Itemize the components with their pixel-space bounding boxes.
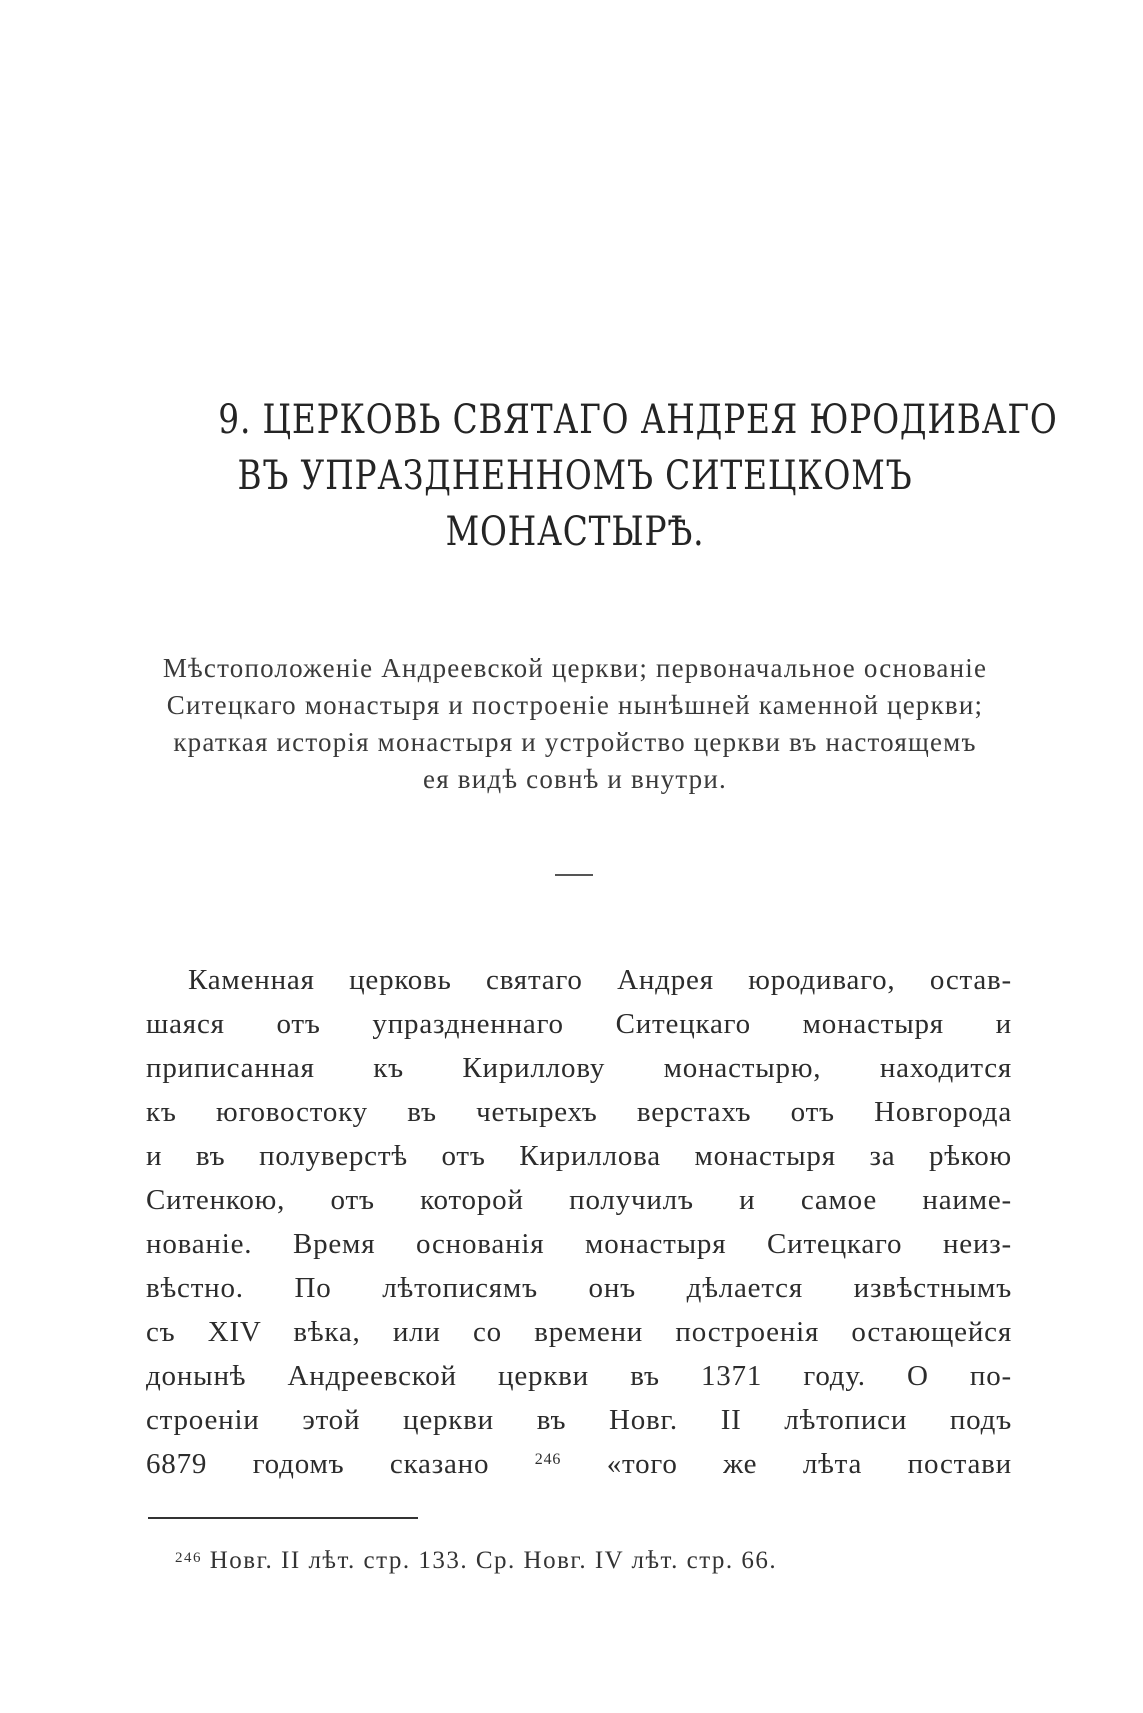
body-line: Ситенкою, отъ которой получилъ и самое наиме- [146,1184,1012,1216]
summary-line: ея видѣ совнѣ и внутри. [423,764,727,794]
chapter-heading [218,392,1058,560]
body-line: приписанная къ Кириллову монастырю, находится [146,1052,1012,1084]
heading-line: 9. ЦЕРКОВЬ СВЯТАГО АНДРЕЯ ЮРОДИВАГО [218,397,1058,443]
body-line: съ XIV вѣка, или со времени построенія остающейся [146,1316,1012,1348]
footnote-rule [148,1517,418,1519]
footnote-number: 246 [175,1550,202,1566]
footnote-reference[interactable]: 246 [534,1451,562,1468]
body-line: строеніи этой церкви въ Новг. II лѣтописи подъ [146,1404,1012,1436]
summary-line: краткая исторія монастыря и устройство церкви въ настоящемъ [173,727,977,757]
body-line: донынѣ Андреевской церкви въ 1371 году. О по- [146,1360,1012,1392]
body-line: вѣстно. По лѣтописямъ онъ дѣлается извѣстнымъ [146,1272,1012,1304]
body-line: нованіе. Время основанія монастыря Ситецкаго неиз- [146,1228,1012,1260]
chapter-summary [140,650,1010,798]
footnote [175,1544,777,1578]
body-paragraph [146,958,1012,1486]
body-line-last [146,1442,1012,1486]
heading-line: ВЪ УПРАЗДНЕННОМЪ СИТЕЦКОМЪ [237,453,913,499]
body-line: Каменная церковь святаго Андрея юродиваго, остав- [188,964,1012,996]
heading-line: МОНАСТЫРѢ. [445,509,705,555]
summary-line: Ситецкаго монастыря и построеніе нынѣшней каменной церкви; [166,690,984,720]
body-line: къ юговостоку въ четырехъ верстахъ отъ Новгорода [146,1096,1012,1128]
body-line: и въ полуверстѣ отъ Кириллова монастыря за рѣкою [146,1140,1012,1172]
footnote-text: Новг. II лѣт. стр. 133. Ср. Новг. IV лѣт. стр. 66. [209,1547,778,1574]
body-line-last-after: «того же лѣта постави [606,1448,1012,1480]
body-line-last-before: 6879 годомъ сказано [146,1448,490,1480]
section-separator [555,874,593,876]
body-line: шаяся отъ упраздненнаго Ситецкаго монастыря и [146,1008,1012,1040]
summary-line: Мѣстоположеніе Андреевской церкви; первоначальное основаніе [162,653,988,683]
